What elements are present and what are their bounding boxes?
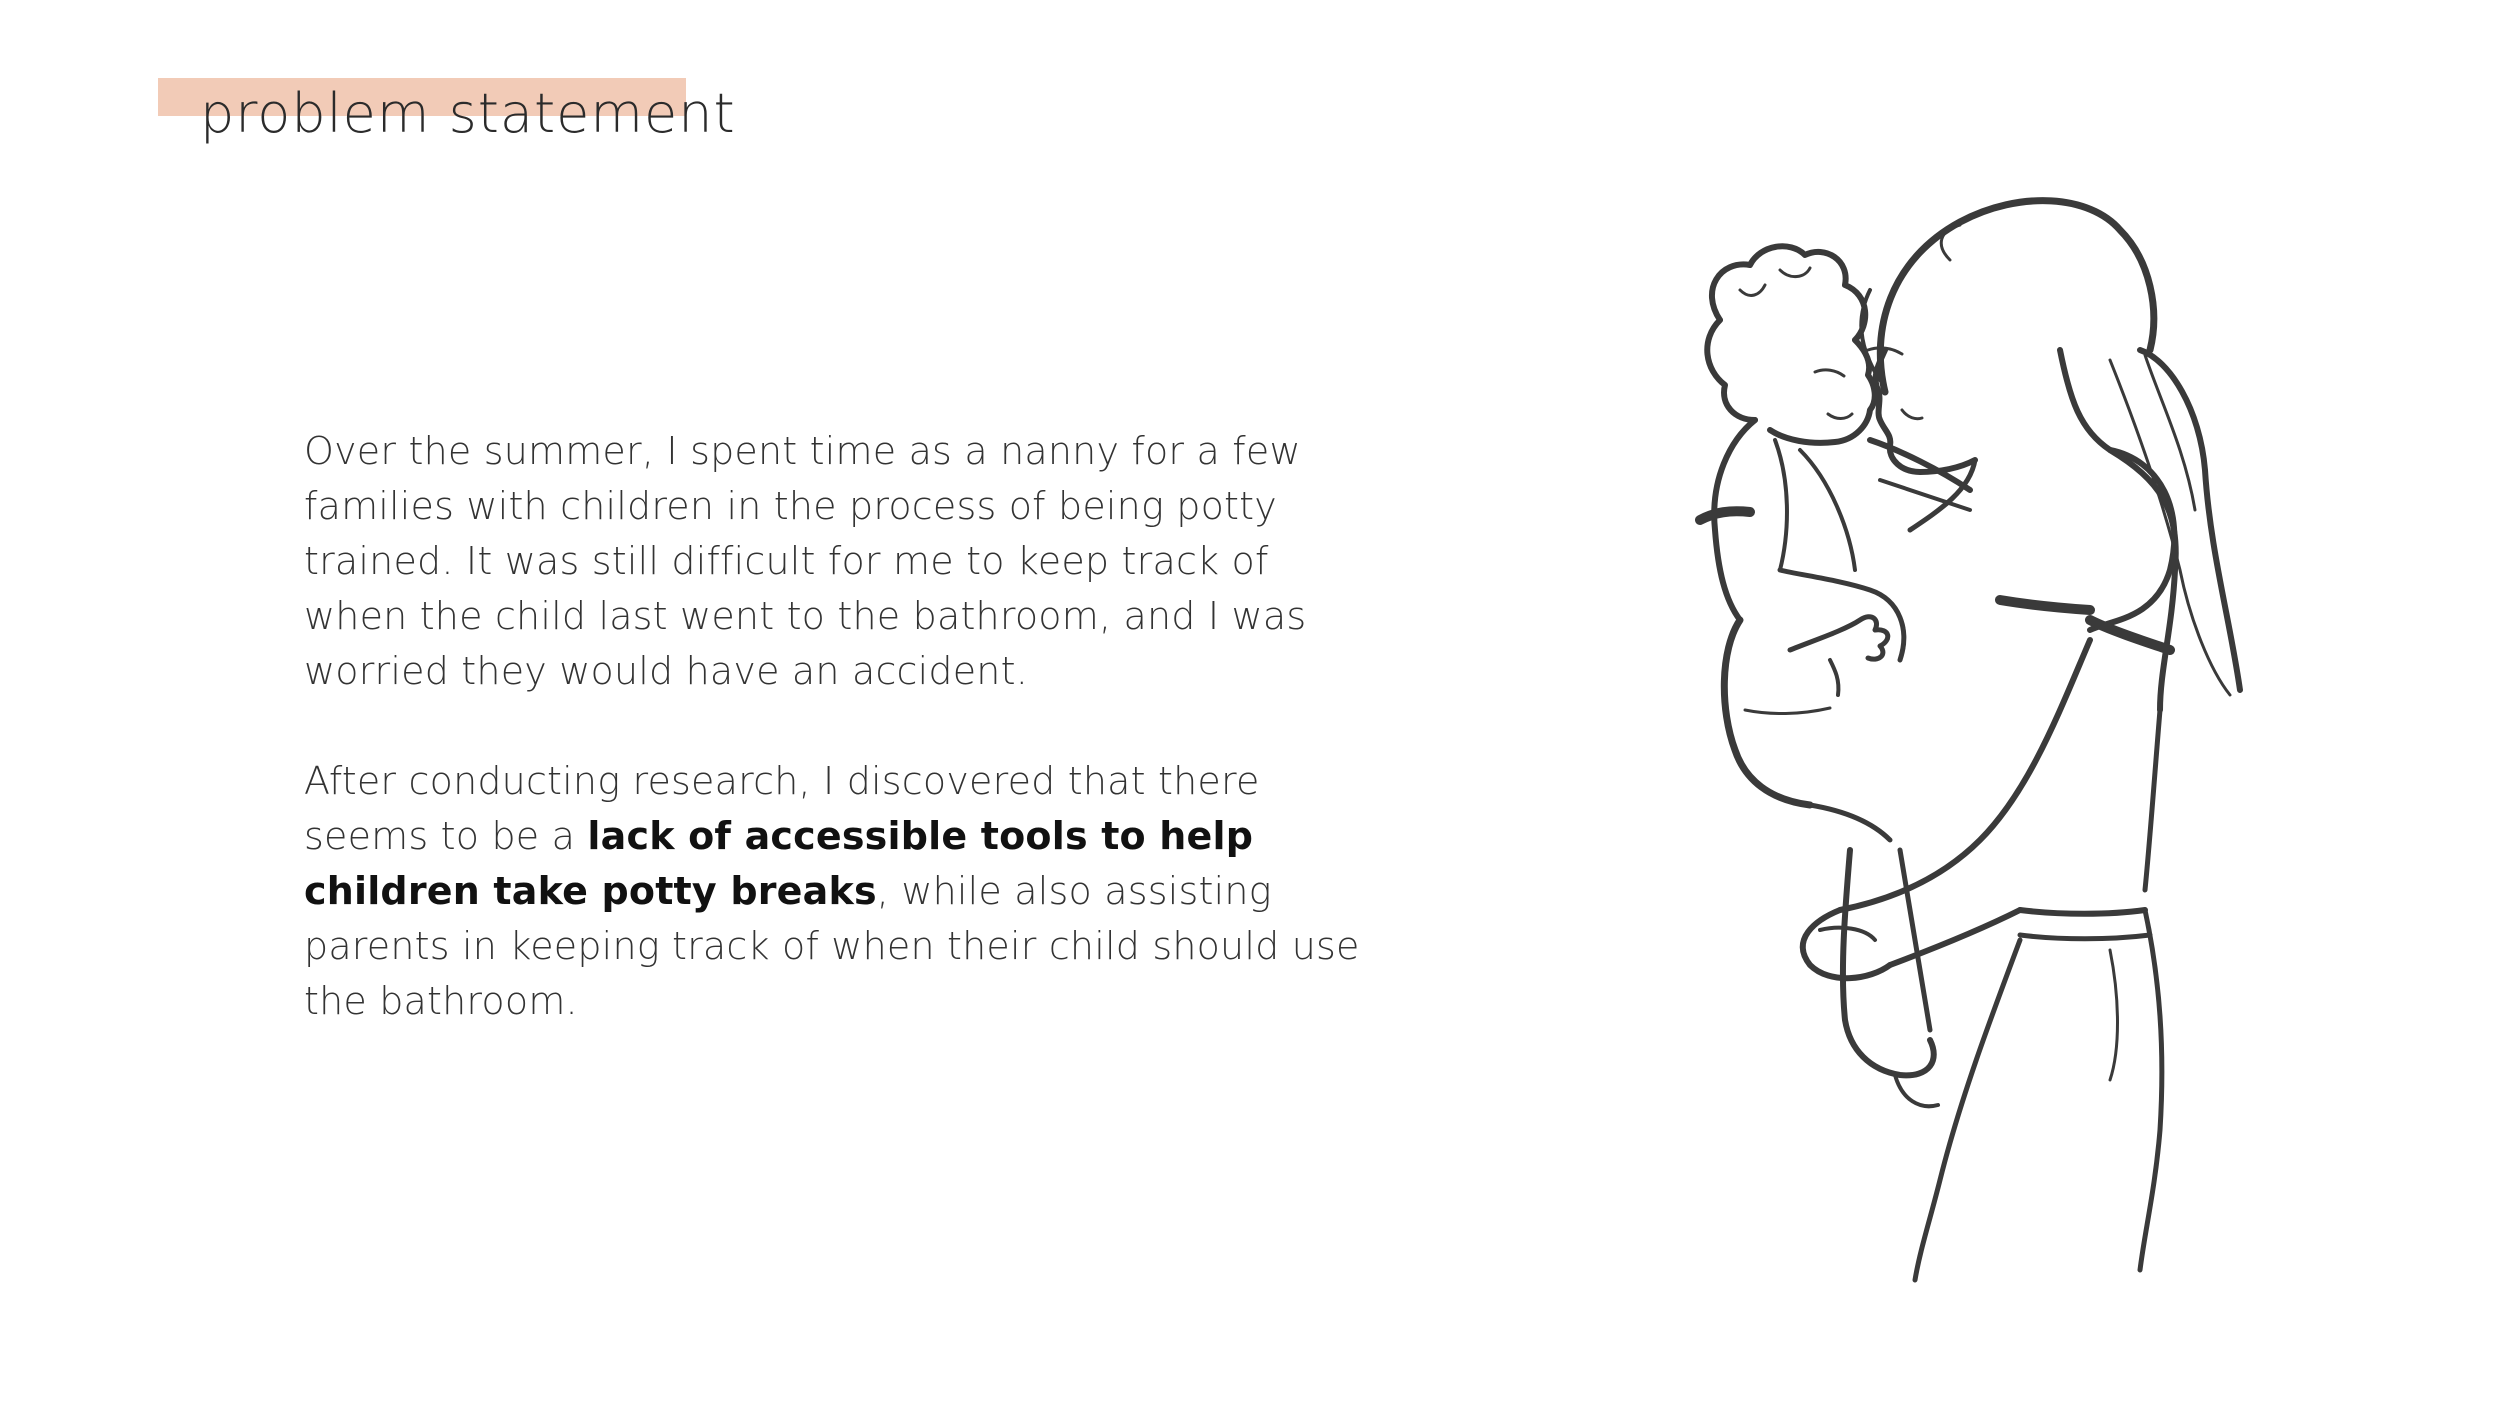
problem-description xyxy=(304,424,1364,1029)
finding-conclusion: , while also assisting parents in keeping track of when their child should use the bathroom. xyxy=(304,869,1360,1023)
page-title: problem statement xyxy=(200,82,736,145)
section-heading xyxy=(158,74,1058,154)
finding-emphasis: lack of accessible tools to help children take potty breaks xyxy=(304,814,1254,913)
paragraph-nanny-experience: Over the summer, I spent time as a nanny for a few families with children in the process of being potty trained. It was still difficult for me to keep track of when the child last went to the bathroom, and I was worried they would have an accident. xyxy=(304,429,1307,693)
woman-holding-child-sketch xyxy=(1640,150,2280,1300)
finding-intro: After conducting research, I discovered that there seems to be a xyxy=(304,759,1260,858)
sketch-drawing xyxy=(1640,150,2280,1300)
paragraph-research-finding xyxy=(304,754,1364,1029)
